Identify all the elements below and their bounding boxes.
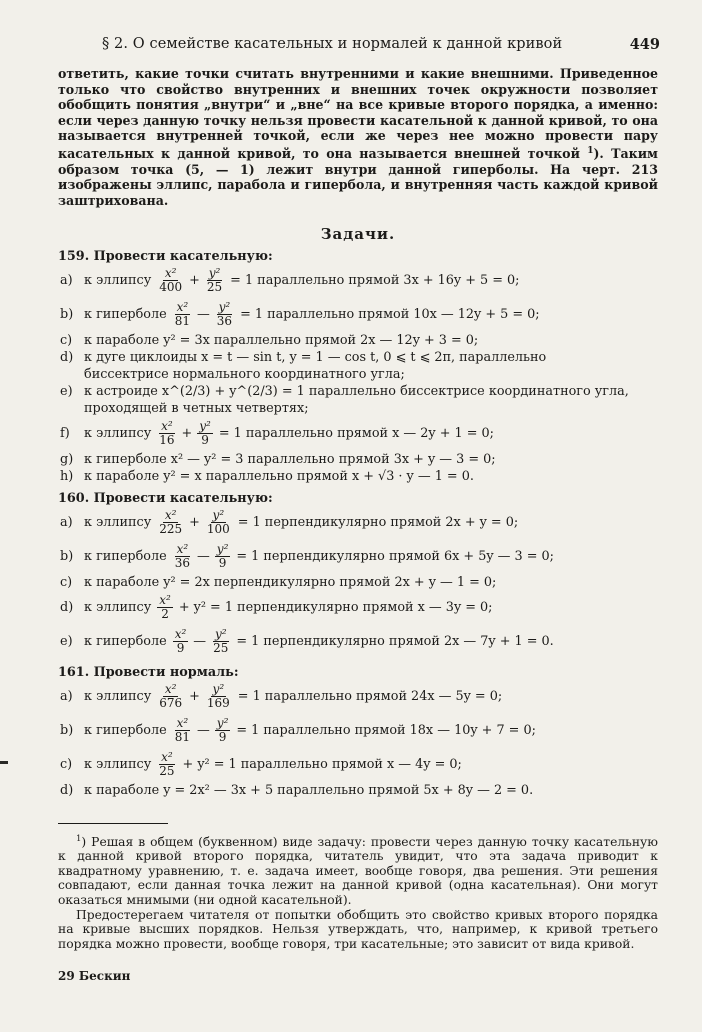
item-prefix: к гиперболе	[84, 549, 167, 565]
fraction-2	[215, 543, 231, 570]
fraction-1-numerator: x²	[159, 593, 171, 608]
running-header	[58, 36, 658, 58]
item-equation: = 1 перпендикулярно прямой 2x — 7y + 1 = 0.	[236, 634, 554, 650]
footnote-ref: 1	[587, 145, 594, 156]
intro-text: ответить, какие точки считать внутренними и какие внешними. Приведенное только что свойство внутренних и внешних точек окружности позволяет обобщить понятия „внутри“ и „вне“ на все кривые второго порядка, а именно: если через данную точку нельзя провести касательной к данной кривой, то она называется внутренней точкой, если же через нее можно провести пару касательных к данной кривой, то она называется внешней точкой	[58, 66, 658, 162]
item-equation: = 1 перпендикулярно прямой 6x + 5y — 3 = 0;	[236, 549, 554, 565]
intro-tail: ). Таким образом точка (5, — 1) лежит внутри данной гиперболы. На черт. 213 изображены эллипс, парабола и гипербола, и внутренняя часть каждой кривой заштрихована.	[58, 146, 658, 208]
operator: +	[189, 689, 200, 705]
fraction-1	[157, 594, 173, 621]
problem-item	[60, 748, 658, 782]
fraction-1-denominator: 2	[161, 607, 169, 622]
operator: —	[197, 307, 210, 323]
problem-item	[60, 540, 658, 574]
fraction-1-numerator: x²	[176, 716, 189, 731]
fraction-2-numerator: y²	[216, 716, 229, 731]
fraction-2-denominator: 25	[213, 641, 229, 656]
item-text: к параболе y = 2x² — 3x + 5 параллельно прямой 5x + 8y — 2 = 0.	[84, 782, 534, 798]
fraction-2-numerator: y²	[212, 682, 225, 697]
fraction-1	[157, 509, 184, 536]
item-text: к параболе y² = x параллельно прямой x + √3 · y — 1 = 0.	[84, 468, 474, 484]
fraction-1-numerator: x²	[164, 508, 177, 523]
operator: —	[197, 723, 210, 739]
item-equation: = 1 параллельно прямой 24x — 5y = 0;	[237, 689, 503, 705]
fraction-2-denominator: 36	[216, 314, 233, 329]
item-prefix: к гиперболе	[84, 723, 167, 739]
item-label: a)	[60, 689, 73, 705]
problem-item	[60, 349, 658, 366]
problem-heading: 161. Провести нормаль:	[58, 664, 239, 680]
problem-item	[60, 400, 658, 417]
fraction-1-denominator: 400	[159, 280, 183, 295]
fraction-2-denominator: 9	[218, 556, 227, 571]
fraction-1	[157, 751, 176, 778]
fraction-1	[157, 420, 176, 447]
item-label: a)	[60, 515, 73, 531]
fraction-2-numerator: y²	[216, 542, 229, 557]
item-prefix: к эллипсу	[84, 600, 152, 616]
item-prefix: к эллипсу	[84, 757, 152, 773]
fraction-1	[173, 301, 192, 328]
fraction-1-numerator: x²	[176, 542, 189, 557]
fraction-2	[205, 683, 232, 710]
page	[58, 36, 658, 983]
fraction-2-denominator: 9	[218, 730, 227, 745]
fraction-2-numerator: y²	[218, 300, 231, 315]
footnote-1-text: ) Решая в общем (буквенном) виде задачу: провести через данную точку касательную к данной кривой второго порядка, читатель увидит, что эта задача приводит к квадратному уравнению, т. е. задача имеет, вообще говоря, два решения. Эти решения совпадают, если данная точка лежит на данной кривой (одна касательная). Они могут оказаться мнимыми (ни одной касательной).	[58, 834, 658, 907]
problem-item	[60, 782, 658, 799]
item-equation: = 1 параллельно прямой 3x + 16y + 5 = 0;	[230, 273, 520, 289]
section-title: Задачи.	[320, 224, 396, 243]
item-equation: + y² = 1 параллельно прямой x — 4y = 0;	[182, 757, 462, 773]
fraction-2-numerator: y²	[212, 508, 225, 523]
item-label: c)	[60, 757, 73, 773]
item-text: проходящей в четных четвертях;	[84, 400, 309, 416]
fraction-1-denominator: 25	[159, 764, 175, 779]
item-prefix: к эллипсу	[84, 273, 152, 289]
item-equation: + y² = 1 перпендикулярно прямой x — 3y = 0;	[178, 600, 493, 616]
item-label: e)	[60, 634, 73, 650]
operator: —	[197, 549, 210, 565]
item-text: к параболе y² = 3x параллельно прямой 2x — 12y + 3 = 0;	[84, 332, 479, 348]
problem-item	[60, 417, 658, 451]
operator: +	[189, 273, 200, 289]
item-label: e)	[60, 383, 73, 399]
item-label: b)	[60, 723, 74, 739]
signature-mark: 29 Бескин	[58, 969, 131, 984]
problem-item	[60, 332, 658, 349]
fraction-1-denominator: 9	[176, 641, 185, 656]
fraction-2	[215, 717, 231, 744]
fraction-2-denominator: 9	[201, 433, 209, 448]
fraction-2-denominator: 169	[206, 696, 230, 711]
fraction-2-numerator: y²	[199, 419, 211, 434]
item-text: к дуге циклоиды x = t — sin t, y = 1 — cos t, 0 ⩽ t ⩽ 2π, параллельно	[84, 349, 547, 365]
item-equation: = 1 параллельно прямой 10x — 12y + 5 = 0;	[240, 307, 540, 323]
item-prefix: к эллипсу	[84, 426, 152, 442]
fraction-1-denominator: 225	[159, 522, 183, 537]
item-prefix: к гиперболе	[84, 634, 167, 650]
fraction-1-denominator: 676	[159, 696, 183, 711]
item-prefix: к гиперболе	[84, 307, 167, 323]
item-label: b)	[60, 549, 74, 565]
problem-item	[60, 625, 658, 659]
footnote-1	[58, 832, 658, 908]
fraction-1	[157, 267, 184, 294]
item-text: биссектрисе нормального координатного угла;	[84, 366, 405, 382]
item-label: c)	[60, 574, 73, 590]
fraction-2-denominator: 100	[206, 522, 230, 537]
problem-item	[60, 468, 658, 485]
problem-item	[60, 298, 658, 332]
fraction-1-numerator: x²	[161, 419, 173, 434]
problems-list	[58, 249, 658, 799]
fraction-1-numerator: x²	[174, 627, 187, 642]
item-label: h)	[60, 468, 74, 484]
fraction-1-numerator: x²	[164, 266, 177, 281]
fraction-1-denominator: 81	[174, 314, 190, 329]
item-label: d)	[60, 349, 74, 365]
header-title: § 2. О семействе касательных и нормалей к данной кривой	[102, 36, 563, 52]
problem-item	[60, 714, 658, 748]
operator: +	[181, 426, 193, 442]
problem-item	[60, 680, 658, 714]
item-equation: = 1 перпендикулярно прямой 2x + y = 0;	[237, 515, 519, 531]
fraction-2-numerator: y²	[214, 627, 227, 642]
fraction-1	[157, 683, 184, 710]
fraction-2	[215, 301, 234, 328]
footnote-1-mark: 1	[76, 833, 82, 844]
item-equation: = 1 параллельно прямой 18x — 10y + 7 = 0;	[236, 723, 536, 739]
item-label: b)	[60, 307, 74, 323]
fraction-2	[205, 509, 232, 536]
problem-heading: 160. Провести касательную:	[58, 490, 273, 506]
item-equation: = 1 параллельно прямой x — 2y + 1 = 0;	[218, 426, 494, 442]
fraction-1	[173, 628, 189, 655]
item-prefix: к эллипсу	[84, 689, 152, 705]
item-prefix: к эллипсу	[84, 515, 152, 531]
item-text: к гиперболе x² — y² = 3 параллельно прямой 3x + y — 3 = 0;	[84, 451, 496, 467]
footnote-2: Предостерегаем читателя от попытки обобщить это свойство кривых второго порядка на кривые высших порядков. Нельзя утверждать, что, например, к кривой третьего порядка можно провести, вообще говоря, три касательные; это зависит от вида кривой.	[58, 907, 658, 951]
problem-item	[60, 506, 658, 540]
operator: +	[189, 515, 200, 531]
problem-item	[60, 366, 658, 383]
item-text: к параболе y² = 2x перпендикулярно прямой 2x + y — 1 = 0;	[84, 574, 497, 590]
fraction-2-denominator: 25	[206, 280, 223, 295]
fraction-2	[205, 267, 224, 294]
fraction-2	[197, 420, 213, 447]
item-label: d)	[60, 782, 74, 798]
problem-item	[60, 264, 658, 298]
fraction-2-numerator: y²	[208, 266, 221, 281]
fraction-1	[173, 717, 192, 744]
problem-item	[60, 574, 658, 591]
fraction-1-numerator: x²	[161, 750, 173, 765]
item-label: f)	[60, 426, 70, 442]
item-label: c)	[60, 332, 73, 348]
fraction-1	[173, 543, 192, 570]
fraction-1-denominator: 81	[174, 730, 190, 745]
fraction-2	[211, 628, 230, 655]
fraction-1-numerator: x²	[164, 682, 177, 697]
page-number: 449	[629, 36, 660, 53]
margin-mark	[0, 761, 8, 764]
operator: —	[193, 634, 207, 650]
problem-heading: 159. Провести касательную:	[58, 248, 273, 264]
problem-item	[60, 591, 658, 625]
footnote-rule	[58, 823, 168, 824]
fraction-1-numerator: x²	[176, 300, 189, 315]
problem-item	[60, 383, 658, 400]
fraction-1-denominator: 36	[174, 556, 190, 571]
problem-item	[60, 451, 658, 468]
fraction-1-denominator: 16	[159, 433, 175, 448]
intro-paragraph	[58, 66, 658, 209]
item-label: a)	[60, 273, 73, 289]
item-label: g)	[60, 451, 74, 467]
item-label: d)	[60, 600, 74, 616]
item-text: к астроиде x^(2/3) + y^(2/3) = 1 параллельно биссектрисе координатного угла,	[84, 383, 629, 399]
